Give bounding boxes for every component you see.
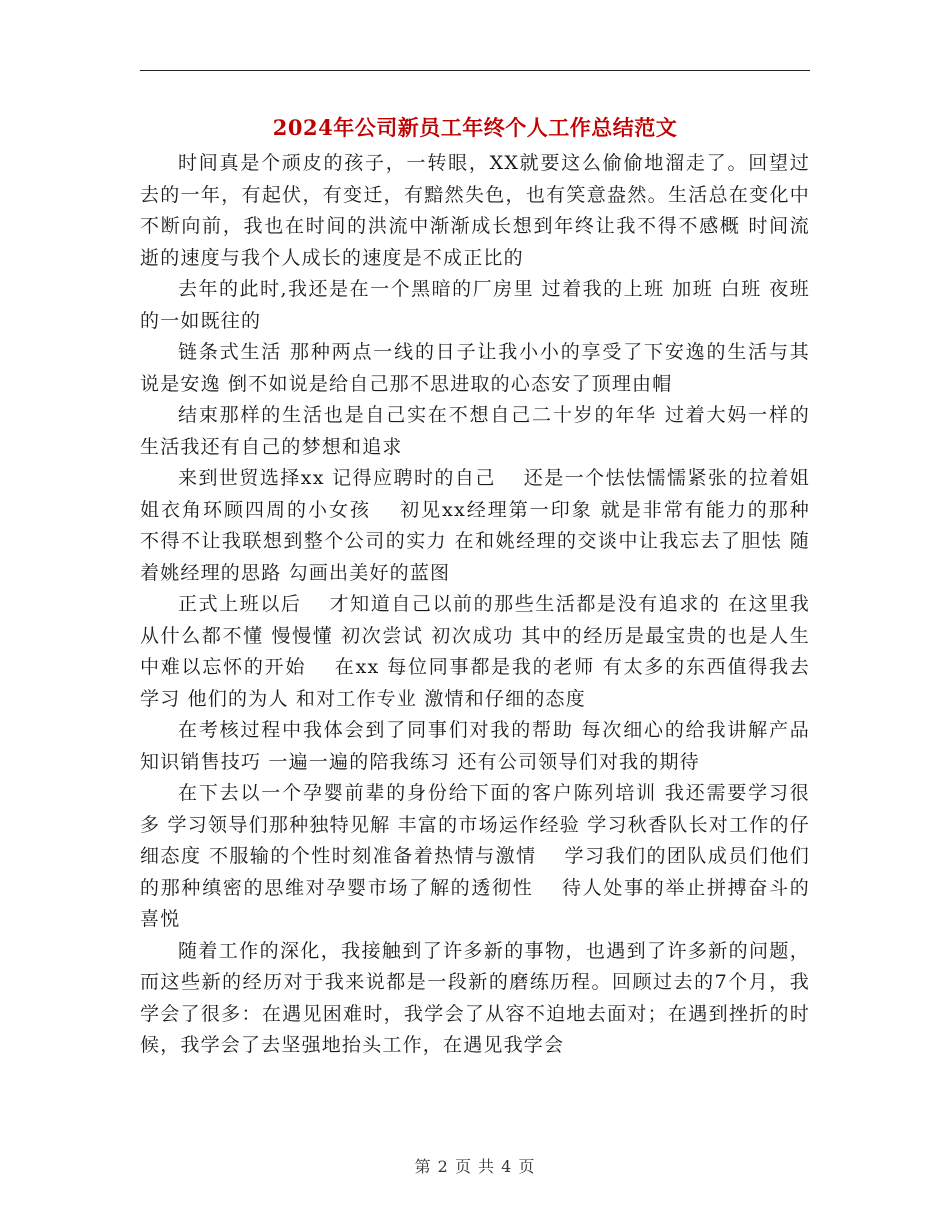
paragraph-7: 在考核过程中我体会到了同事们对我的帮助 每次细心的给我讲解产品知识销售技巧 一遍一遍的陪我练习 还有公司领导们对我的期待 xyxy=(140,719,810,773)
paragraph-3: 链条式生活 那种两点一线的日子让我小小的享受了下安逸的生活与其说是安逸 倒不如说是给自己那不思进取的心态安了顶理由帽 xyxy=(140,341,810,395)
paragraph-9: 随着工作的深化，我接触到了许多新的事物，也遇到了许多新的问题，而这些新的经历对于我来说都是一段新的磨练历程。回顾过去的7个月，我学会了很多：在遇见困难时，我学会了从容不迫地去面对；在遇到挫折的时候，我学会了去坚强地抬头工作，在遇见我学会 xyxy=(140,939,810,1056)
paragraph-2: 去年的此时,我还是在一个黑暗的厂房里 过着我的上班 加班 白班 夜班的一如既往的 xyxy=(140,278,810,332)
paragraph-1: 时间真是个顽皮的孩子，一转眼，XX就要这么偷偷地溜走了。回望过去的一年，有起伏，有变迁，有黯然失色，也有笑意盎然。生活总在变化中不断向前，我也在时间的洪流中渐渐成长想到年终让我不得不感概 时间流逝的速度与我个人成长的速度是不成正比的 xyxy=(140,152,810,269)
document-body xyxy=(140,148,810,1062)
paragraph-4: 结束那样的生活也是自己实在不想自己二十岁的年华 过着大妈一样的生活我还有自己的梦想和追求 xyxy=(140,404,810,458)
page-number-footer: 第 2 页 共 4 页 xyxy=(414,1157,536,1176)
paragraph-8: 在下去以一个孕婴前辈的身份给下面的客户陈列培训 我还需要学习很多 学习领导们那种独特见解 丰富的市场运作经验 学习秋香队长对工作的仔细态度 不服输的个性时刻准备着热情与激情 学习我们的团队成员们他们的那种缜密的思维对孕婴市场了解的透彻性 待人处事的举止拼搏奋斗的喜悦 xyxy=(140,782,810,930)
header-rule xyxy=(140,70,810,71)
document-title: 2024年公司新员工年终个人工作总结范文 xyxy=(272,115,678,140)
paragraph-5: 来到世贸选择xx 记得应聘时的自己 还是一个怯怯懦懦紧张的拉着姐姐衣角环顾四周的小女孩 初见xx经理第一印象 就是非常有能力的那种 不得不让我联想到整个公司的实力 在和姚经理的交谈中让我忘去了胆怯 随着姚经理的思路 勾画出美好的蓝图 xyxy=(140,467,810,584)
paragraph-6: 正式上班以后 才知道自己以前的那些生活都是没有追求的 在这里我从什么都不懂 慢慢懂 初次尝试 初次成功 其中的经历是最宝贵的也是人生中难以忘怀的开始 在xx 每位同事都是我的老师 有太多的东西值得我去学习 他们的为人 和对工作专业 激情和仔细的态度 xyxy=(140,593,810,710)
